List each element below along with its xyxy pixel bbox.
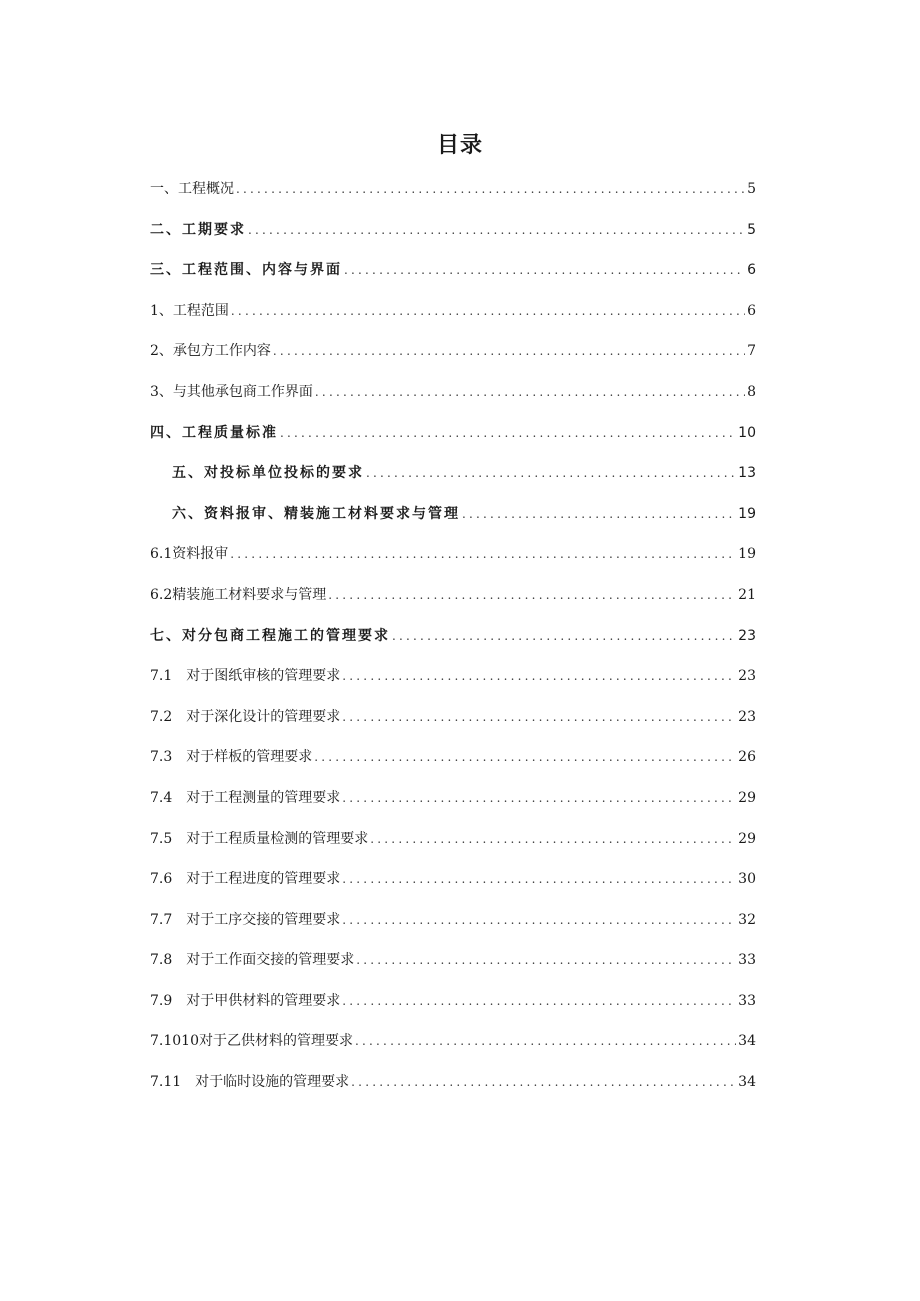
toc-entry-label: 六、资料报审、精装施工材料要求与管理 [172, 505, 460, 522]
toc-dot-leader [280, 426, 736, 440]
toc-entry-label: 五、对投标单位投标的要求 [172, 465, 364, 482]
toc-entry-label: 7.11 对于临时设施的管理要求 [150, 1074, 350, 1091]
toc-entry-label: 四、工程质量标准 [150, 424, 278, 441]
toc-entry[interactable] [150, 259, 756, 300]
toc-dot-leader [342, 791, 736, 805]
toc-dot-leader [370, 832, 736, 846]
toc-entry-page-number: 23 [738, 668, 756, 685]
toc-entry-page-number: 13 [738, 465, 756, 482]
toc-entry-label: 7.2 对于深化设计的管理要求 [150, 708, 341, 725]
toc-entry-page-number: 6 [747, 262, 756, 279]
toc-entry-page-number: 21 [738, 586, 756, 603]
toc-entry[interactable] [150, 909, 756, 950]
toc-entry[interactable] [150, 462, 756, 503]
toc-entry-label: 1、工程范围 [150, 302, 229, 319]
toc-entry-page-number: 6 [747, 302, 756, 319]
toc-dot-leader [342, 994, 736, 1008]
toc-dot-leader [315, 385, 745, 399]
toc-dot-leader [342, 872, 736, 886]
toc-entry-label: 7.9 对于甲供材料的管理要求 [150, 992, 341, 1009]
toc-entry-page-number: 19 [738, 546, 756, 563]
toc-list [150, 178, 756, 1112]
toc-entry[interactable] [150, 949, 756, 990]
toc-dot-leader [355, 1034, 736, 1048]
toc-entry[interactable] [150, 1071, 756, 1112]
toc-entry[interactable] [150, 584, 756, 625]
toc-entry-page-number: 10 [738, 424, 756, 441]
toc-entry[interactable] [150, 340, 756, 381]
toc-entry[interactable] [150, 543, 756, 584]
toc-entry-page-number: 32 [738, 911, 756, 928]
toc-dot-leader [344, 263, 745, 277]
toc-entry[interactable] [150, 503, 756, 544]
toc-dot-leader [462, 507, 736, 521]
toc-dot-leader [366, 466, 736, 480]
toc-entry[interactable] [150, 300, 756, 341]
toc-entry[interactable] [150, 1030, 756, 1071]
toc-entry-label: 七、对分包商工程施工的管理要求 [150, 627, 390, 644]
toc-entry-label: 7.5 对于工程质量检测的管理要求 [150, 830, 369, 847]
toc-entry-page-number: 34 [738, 1033, 756, 1050]
toc-entry[interactable] [150, 422, 756, 463]
toc-entry-page-number: 8 [747, 383, 756, 400]
toc-entry-label: 7.1010对于乙供材料的管理要求 [150, 1033, 353, 1050]
toc-entry[interactable] [150, 828, 756, 869]
toc-entry-label: 一、工程概况 [150, 181, 234, 197]
toc-entry-label: 2、承包方工作内容 [150, 343, 271, 360]
toc-dot-leader [342, 669, 736, 683]
toc-dot-leader [231, 304, 745, 318]
toc-entry[interactable] [150, 178, 756, 219]
toc-entry-label: 6.1资料报审 [150, 546, 229, 563]
toc-entry-page-number: 33 [738, 992, 756, 1009]
toc-dot-leader [351, 1075, 736, 1089]
toc-entry[interactable] [150, 868, 756, 909]
toc-entry-label: 3、与其他承包商工作界面 [150, 383, 313, 400]
toc-entry-page-number: 7 [747, 343, 756, 360]
toc-title: 目录 [436, 133, 483, 158]
toc-entry[interactable] [150, 787, 756, 828]
toc-entry[interactable] [150, 665, 756, 706]
toc-entry-label: 7.4 对于工程测量的管理要求 [150, 789, 341, 806]
toc-entry[interactable] [150, 746, 756, 787]
toc-dot-leader [328, 588, 736, 602]
toc-entry-page-number: 5 [747, 181, 756, 197]
toc-entry[interactable] [150, 706, 756, 747]
toc-entry-label: 7.1 对于图纸审核的管理要求 [150, 668, 341, 685]
toc-dot-leader [273, 344, 745, 358]
toc-entry[interactable] [150, 219, 756, 260]
toc-dot-leader [314, 750, 736, 764]
toc-dot-leader [236, 182, 745, 196]
toc-entry-page-number: 23 [738, 708, 756, 725]
toc-entry[interactable] [150, 990, 756, 1031]
toc-entry-label: 二、工期要求 [150, 221, 246, 238]
toc-entry-page-number: 34 [738, 1074, 756, 1091]
toc-entry-page-number: 29 [738, 830, 756, 847]
toc-dot-leader [342, 913, 736, 927]
toc-entry-label: 7.6 对于工程进度的管理要求 [150, 871, 341, 888]
toc-dot-leader [356, 953, 736, 967]
toc-dot-leader [230, 547, 736, 561]
toc-entry-page-number: 5 [747, 221, 756, 238]
toc-entry[interactable] [150, 381, 756, 422]
toc-entry-page-number: 33 [738, 952, 756, 969]
toc-dot-leader [248, 223, 745, 237]
toc-entry-page-number: 23 [738, 627, 756, 644]
toc-entry-label: 6.2精装施工材料要求与管理 [150, 586, 327, 603]
toc-entry-label: 7.8 对于工作面交接的管理要求 [150, 952, 355, 969]
toc-entry-page-number: 26 [738, 749, 756, 766]
toc-dot-leader [342, 710, 736, 724]
toc-entry-page-number: 19 [738, 505, 756, 522]
toc-entry-label: 7.7 对于工序交接的管理要求 [150, 911, 341, 928]
toc-entry-label: 三、工程范围、内容与界面 [150, 262, 342, 279]
toc-entry-page-number: 30 [738, 871, 756, 888]
toc-dot-leader [392, 629, 736, 643]
toc-entry-label: 7.3 对于样板的管理要求 [150, 749, 313, 766]
toc-entry[interactable] [150, 625, 756, 666]
toc-entry-page-number: 29 [738, 789, 756, 806]
